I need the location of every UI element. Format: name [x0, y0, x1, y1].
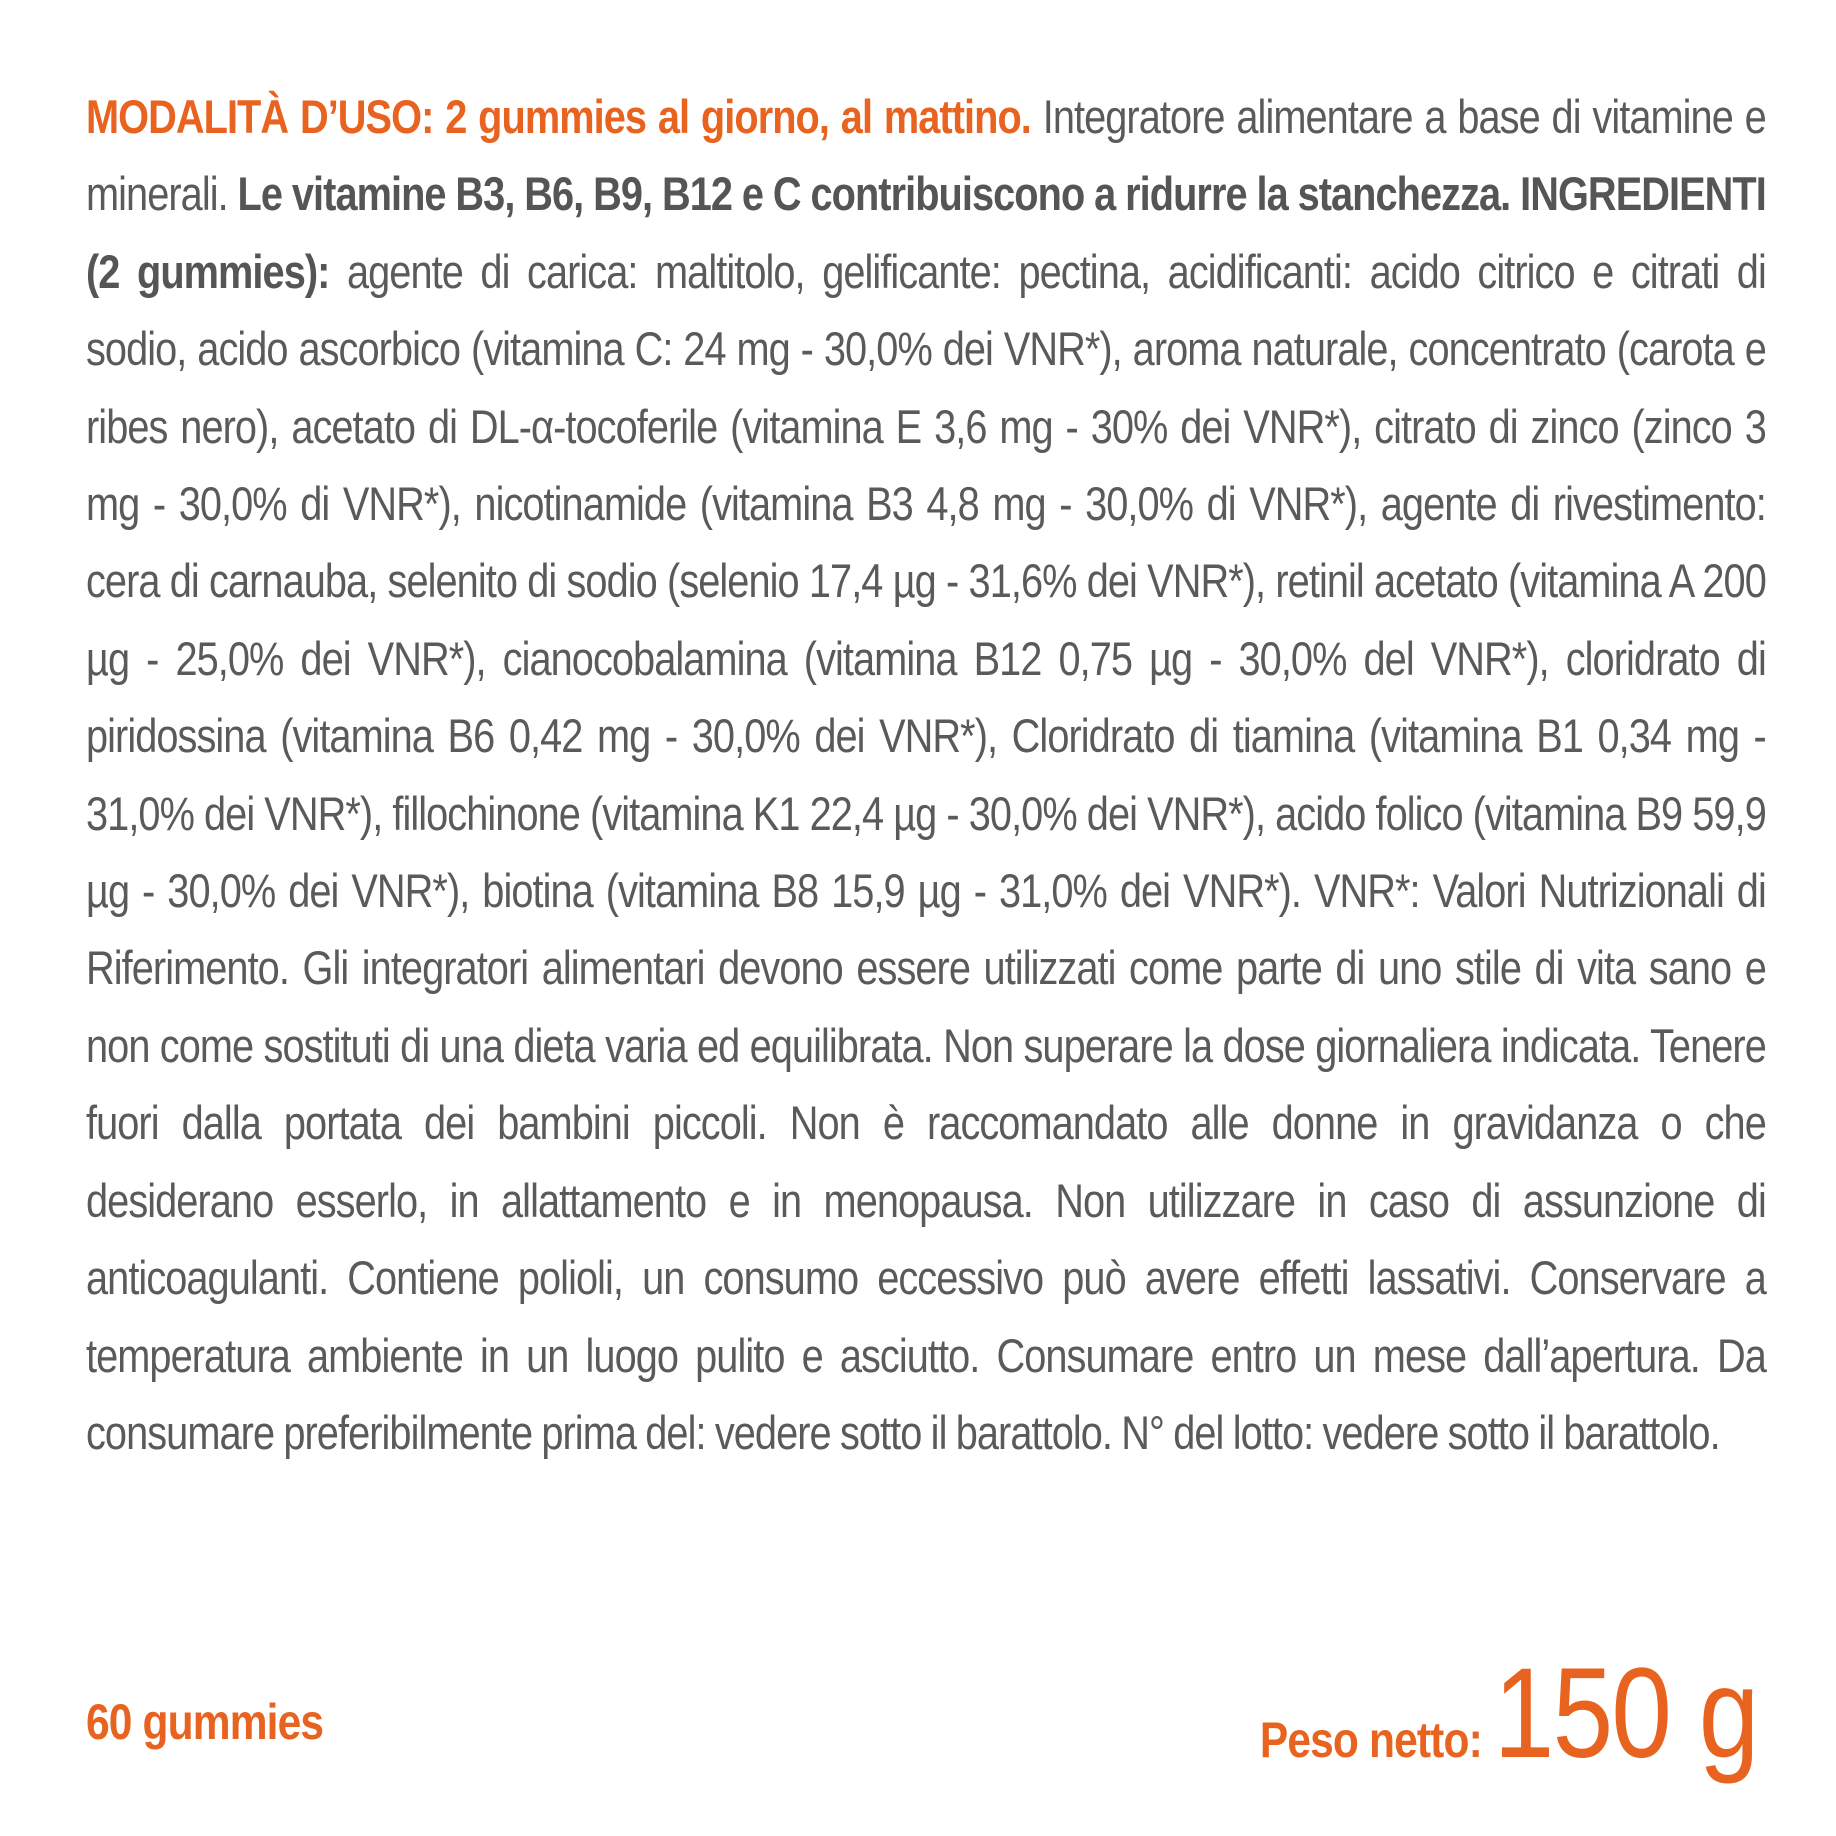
net-weight [1260, 1642, 1758, 1785]
ingredients-and-warnings-text: agente di carica: maltitolo, gelificante: pectina, acidificanti: acido citrico e citrati di sodio, acido ascorbico (vitamina C: 24 mg - 30,0% dei VNR*), aroma naturale, concentrato (carota e ribes nero), acetato di DL-α-tocoferile (vitamina E 3,6 mg - 30% dei VNR*), citrato di zinco (zinco 3 mg - 30,0% di VNR*), nicotinamide (vitamina B3 4,8 mg - 30,0% di VNR*), agente di rivestimento: cera di carnauba, selenito di sodio (selenio 17,4 µg - 31,6% dei VNR*), retinil acetato (vitamina A 200 µg - 25,0% dei VNR*), cianocobalamina (vitamina B12 0,75 µg - 30,0% del VNR*), cloridrato di piridossina (vitamina B6 0,42 mg - 30,0% dei VNR*), Cloridrato di tiamina (vitamina B1 0,34 mg - 31,0% dei VNR*), fillochinone (vitamina K1 22,4 µg - 30,0% dei VNR*), acido folico (vitamina B9 59,9 µg - 30,0% dei VNR*), biotina (vitamina B8 15,9 µg - 31,0% dei VNR*). VNR*: Valori Nutrizionali di Riferimento. Gli integratori alimentari devono essere utilizzati come parte di uno stile di vita sano e non come sostituti di una dieta varia ed equilibrata. Non superare la dose giornaliera indicata. Tenere fuori dalla portata dei bambini piccoli. Non è raccomandato alle donne in gravidanza o che desiderano esserlo, in allattamento e in menopausa. Non utilizzare in caso di assunzione di anticoagulanti. Contiene polioli, un consumo eccessivo può avere effetti lassativi. Conservare a temperatura ambiente in un luogo pulito e asciutto. Consumare entro un mese dall’apertura. Da consumare preferibilmente prima del: vedere sotto il barattolo. N° del lotto: vedere sotto il barattolo. [86, 244, 1766, 1459]
label-text-block [86, 78, 1766, 1471]
net-weight-value: 150 g [1494, 1642, 1758, 1785]
gummies-count: 60 gummies [86, 1694, 324, 1750]
net-weight-label: Peso netto: [1260, 1712, 1483, 1768]
usage-instructions-heading: MODALITÀ D’USO: 2 gummies al giorno, al mattino. [86, 90, 1031, 143]
health-claim-and-ingredients-heading: Le vitamine B3, B6, B9, B12 e C contribuiscono a ridurre la stanchezza. INGREDIENTI (2 gummies): [86, 167, 1766, 298]
product-description: Integratore alimentare a base di vitamine e minerali. [86, 90, 1766, 221]
